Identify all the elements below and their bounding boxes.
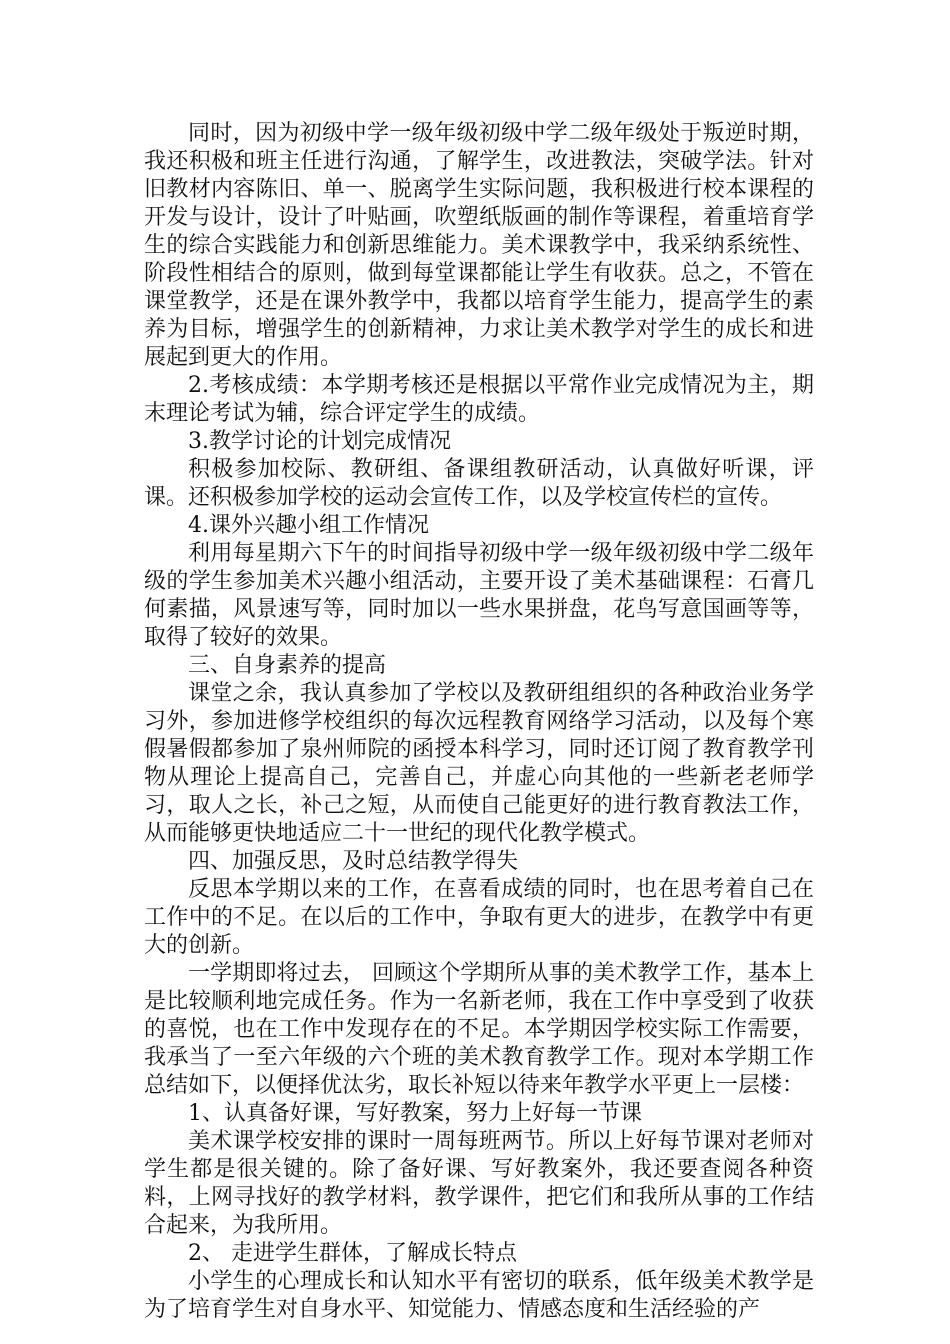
- section-heading-3: 3.教学讨论的计划完成情况: [188, 429, 451, 454]
- section-heading-5: 4.课外兴趣小组工作情况: [188, 513, 429, 538]
- section-heading-9: 四、加强反思，及时总结教学得失: [188, 849, 519, 874]
- paragraph-8: 课堂之余，我认真参加了学校以及教研组组织的各种政治业务学习外，参加进修学校组织的每次远程教育网络学习活动，以及每个寒假暑假都参加了泉州师院的函授本科学习，同时还订阅了教育教学刊物从理论上提高自己，完善自己，并虚心向其他的一些新老老师学习，取人之长，补己之短，从而使自己能更好的进行教育教法工作，从而能够更快地适应二十一世纪的现代化教学模式。: [144, 681, 814, 846]
- paragraph-1: 同时，因为初级中学一级年级初级中学二级年级处于叛逆时期，我还积极和班主任进行沟通，了解学生，改进教法，突破学法。针对旧教材内容陈旧、单一、脱离学生实际问题，我积极进行校本课程的开发与设计，设计了叶贴画，吹塑纸版画的制作等课程，着重培育学生的综合实践能力和创新思维能力。美术课教学中，我采纳系统性、阶段性相结合的原则，做到每堂课都能让学生有收获。总之，不管在课堂教学，还是在课外教学中，我都以培育学生能力，提高学生的素养为目标，增强学生的创新精神，力求让美术教学对学生的成长和进展起到更大的作用。: [144, 121, 814, 370]
- paragraph-4: 积极参加校际、教研组、备课组教研活动，认真做好听课，评课。还积极参加学校的运动会宣传工作，以及学校宣传栏的宣传。: [144, 457, 814, 510]
- paragraph-6: 利用每星期六下午的时间指导初级中学一级年级初级中学二级年级的学生参加美术兴趣小组活动，主要开设了美术基础课程：石膏几何素描，风景速写等，同时加以一些水果拼盘，花鸟写意国画等等，取得了较好的效果。: [144, 541, 814, 650]
- paragraph-15: 小学生的心理成长和认知水平有密切的联系，低年级美术教学是为了培育学生对自身水平、知觉能力、情感态度和生活经验的产: [144, 1269, 814, 1322]
- section-heading-12: 1、认真备好课，写好教案，努力上好每一节课: [188, 1101, 642, 1126]
- section-heading-7: 三、自身素养的提高: [188, 653, 387, 678]
- paragraph-2: 2.考核成绩：本学期考核还是根据以平常作业完成情况为主，期末理论考试为辅，综合评定学生的成绩。: [144, 373, 814, 426]
- paragraph-13: 美术课学校安排的课时一周每班两节。所以上好每节课对老师对学生都是很关键的。除了备好课、写好教案外，我还要查阅各种资料，上网寻找好的教学材料，教学课件，把它们和我所从事的工作结合起来，为我所用。: [144, 1129, 814, 1238]
- paragraph-11: 一学期即将过去， 回顾这个学期所从事的美术教学工作，基本上是比较顺利地完成任务。作为一名新老师，我在工作中享受到了收获的喜悦，也在工作中发现存在的不足。本学期因学校实际工作需要，我承当了一至六年级的六个班的美术教育教学工作。现对本学期工作总结如下，以便择优汰劣，取长补短以待来年教学水平更上一层楼：: [144, 961, 814, 1098]
- paragraph-10: 反思本学期以来的工作，在喜看成绩的同时，也在思考着自己在工作中的不足。在以后的工作中，争取有更大的进步，在教学中有更大的创新。: [144, 877, 814, 958]
- section-heading-14: 2、 走进学生群体，了解成长特点: [188, 1241, 517, 1266]
- document-body: [144, 120, 814, 1324]
